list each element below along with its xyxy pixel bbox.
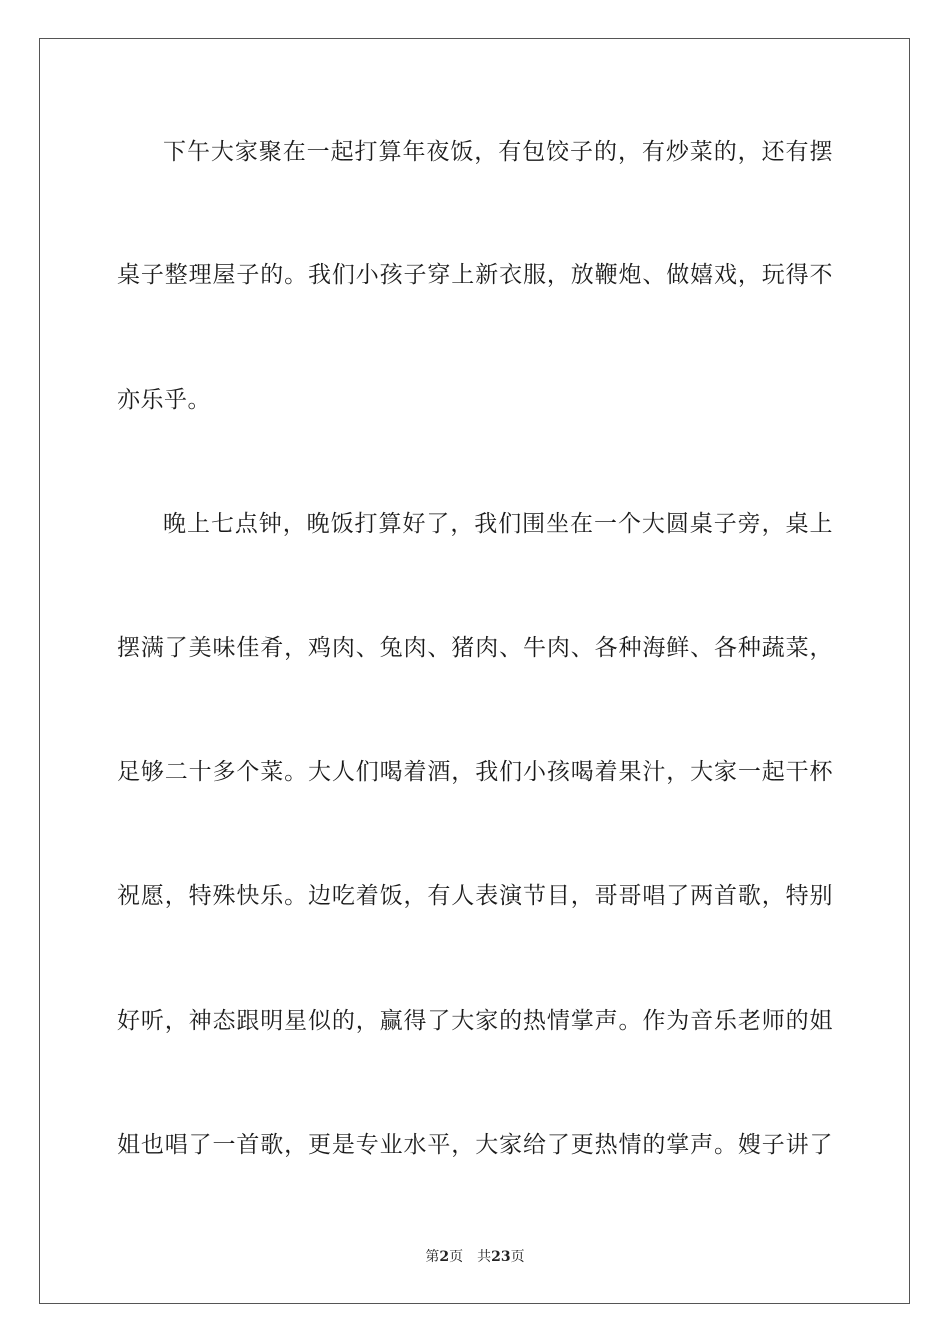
paragraph-2-line-5: 好听，神态跟明星似的，赢得了大家的热情掌声。作为音乐老师的姐 bbox=[117, 1008, 833, 1034]
total-prefix: 共 bbox=[477, 1249, 492, 1265]
total-suffix: 页 bbox=[510, 1249, 525, 1265]
paragraph-2-line-3: 足够二十多个菜。大人们喝着酒，我们小孩喝着果汁，大家一起干杯 bbox=[117, 759, 833, 785]
paragraph-1-line-3: 亦乐乎。 bbox=[117, 387, 211, 413]
total-pages: 23 bbox=[491, 1249, 511, 1265]
page-border bbox=[39, 38, 910, 1304]
paragraph-1-line-2: 桌子整理屋子的。我们小孩子穿上新衣服，放鞭炮、做嬉戏，玩得不 bbox=[117, 262, 833, 288]
paragraph-2-line-2: 摆满了美味佳肴，鸡肉、兔肉、猪肉、牛肉、各种海鲜、各种蔬菜， bbox=[117, 635, 833, 661]
paragraph-2-line-4: 祝愿，特殊快乐。边吃着饭，有人表演节目，哥哥唱了两首歌，特别 bbox=[117, 883, 833, 909]
paragraph-2-line-6: 姐也唱了一首歌，更是专业水平，大家给了更热情的掌声。嫂子讲了 bbox=[117, 1132, 833, 1158]
paragraph-2-line-1: 晚上七点钟，晚饭打算好了，我们围坐在一个大圆桌子旁，桌上 bbox=[163, 511, 833, 537]
page-suffix: 页 bbox=[449, 1249, 464, 1265]
page-prefix: 第 bbox=[425, 1249, 440, 1265]
page-footer bbox=[0, 1248, 950, 1266]
page-number: 2 bbox=[439, 1249, 450, 1265]
paragraph-1-line-1: 下午大家聚在一起打算年夜饭，有包饺子的，有炒菜的，还有摆 bbox=[163, 139, 833, 165]
